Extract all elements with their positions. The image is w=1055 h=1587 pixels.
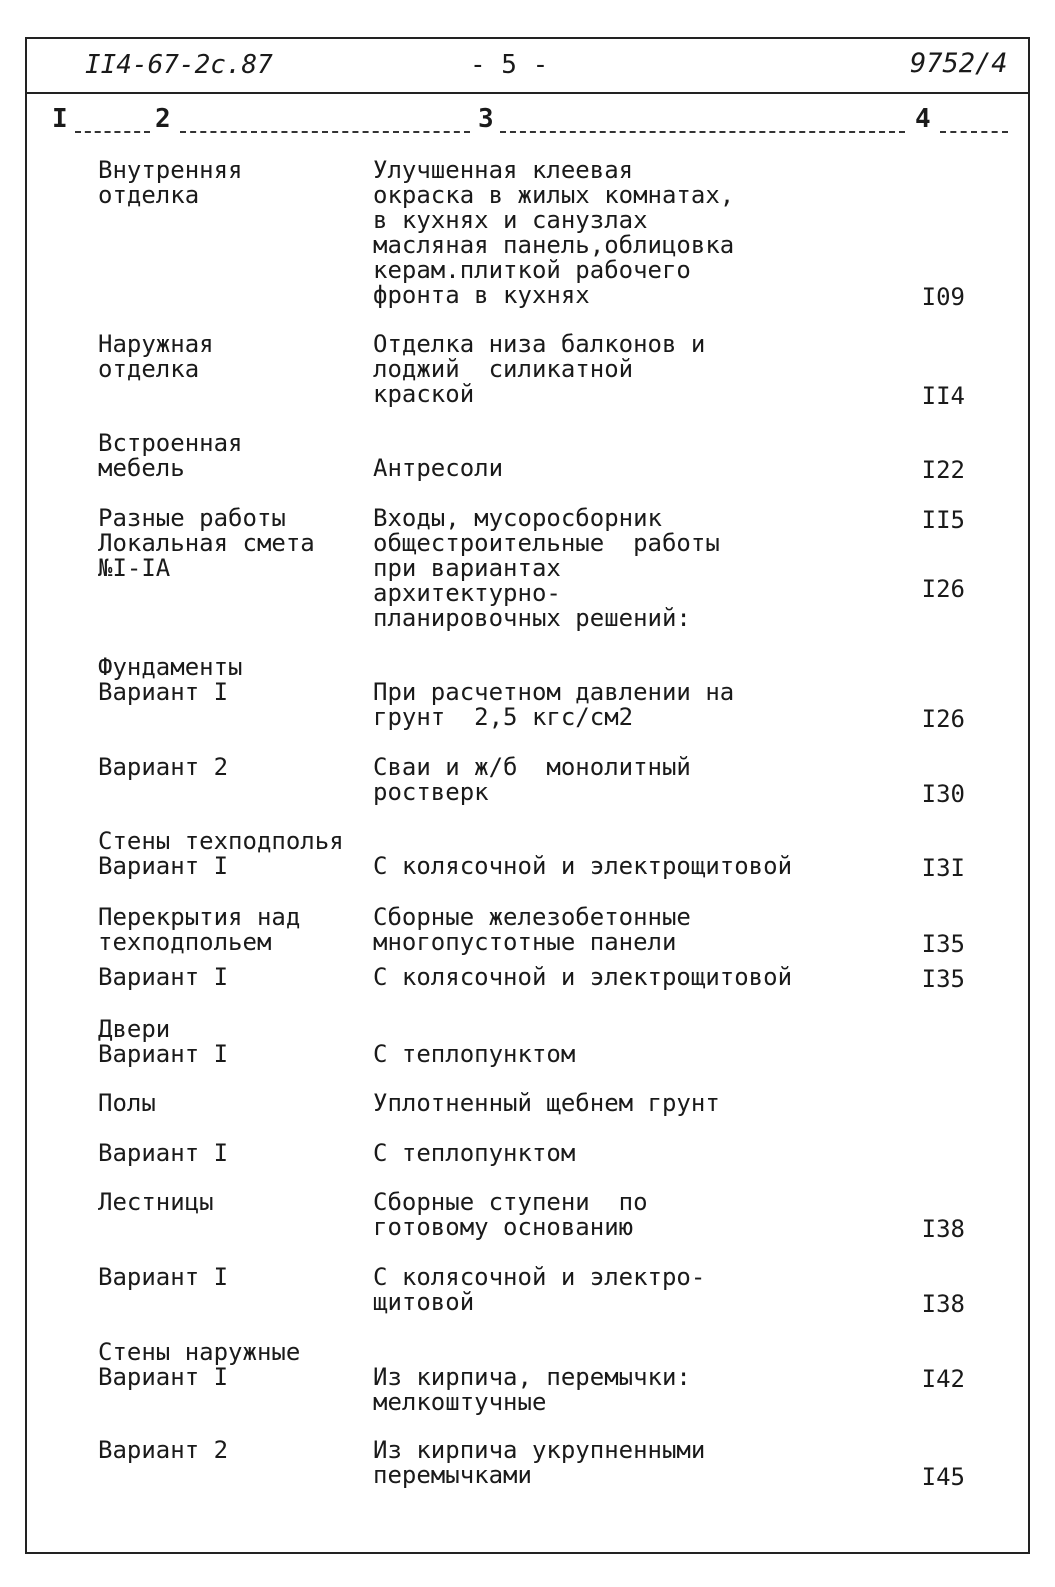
- document-code: II4-67-2c.87: [85, 50, 273, 80]
- row-page-ref: I22: [921, 456, 965, 484]
- row-description: С колясочной и электро- щитовой: [373, 1263, 706, 1316]
- row-description: Из кирпича укрупненными перемычками: [373, 1436, 706, 1489]
- row-description: С теплопунктом: [373, 1139, 576, 1167]
- row-page-ref: I26: [921, 575, 965, 603]
- row-page-ref: II4: [921, 382, 965, 410]
- row-description: С колясочной и электрощитовой: [373, 963, 793, 991]
- row-description: Улучшенная клеевая окраска в жилых комнатах, в кухнях и санузлах масляная панель,облицовка керам.плиткой рабочего фронта в кухнях: [373, 156, 735, 309]
- row-section-label: Встроенная мебель: [98, 429, 243, 482]
- row-section-label: Стены наружные Вариант I: [98, 1338, 301, 1391]
- row-section-label: Полы: [98, 1089, 156, 1117]
- row-section-label: Фундаменты Вариант I: [98, 653, 243, 706]
- column-header-3: 3: [478, 104, 494, 134]
- row-section-label: Вариант I: [98, 1263, 229, 1291]
- row-section-label: Вариант 2: [98, 753, 229, 781]
- row-section-label: Двери Вариант I: [98, 1015, 229, 1068]
- row-page-ref: I35: [921, 965, 965, 993]
- row-description: Сборные железобетонные многопустотные панели: [373, 903, 691, 956]
- row-description: Уплотненный щебнем грунт: [373, 1089, 720, 1117]
- header-dashes: [500, 131, 905, 133]
- row-description: При расчетном давлении на грунт 2,5 кгс/см2: [373, 678, 735, 731]
- row-page-ref: I38: [921, 1290, 965, 1318]
- row-description: Из кирпича, перемычки: мелкоштучные: [373, 1363, 691, 1416]
- row-page-ref: II5: [921, 506, 965, 534]
- header-divider: [25, 92, 1030, 94]
- header-dashes: [940, 131, 1008, 133]
- row-section-label: Вариант I: [98, 963, 229, 991]
- row-page-ref: I3I: [921, 854, 965, 882]
- row-description: Отделка низа балконов и лоджий силикатной краской: [373, 330, 706, 408]
- row-description: Входы, мусоросборник общестроительные работы при вариантах архитектурно- планировочных решений:: [373, 504, 720, 632]
- row-section-label: Внутренняя отделка: [98, 156, 243, 209]
- row-page-ref: I38: [921, 1215, 965, 1243]
- row-section-label: Стены техподполья Вариант I: [98, 827, 344, 880]
- row-description: Антресоли: [373, 454, 504, 482]
- row-section-label: Вариант 2: [98, 1436, 229, 1464]
- header-dashes: [75, 131, 150, 133]
- row-page-ref: I45: [921, 1463, 965, 1491]
- page-number: - 5 -: [470, 50, 549, 80]
- row-section-label: Перекрытия над техподпольем: [98, 903, 301, 956]
- column-header-2: 2: [155, 104, 171, 134]
- row-description: Сборные ступени по готовому основанию: [373, 1188, 648, 1241]
- row-section-label: Наружная отделка: [98, 330, 214, 383]
- row-section-label: Лестницы: [98, 1188, 214, 1216]
- column-header-4: 4: [915, 104, 931, 134]
- row-description: Сваи и ж/б монолитный ростверк: [373, 753, 691, 806]
- sheet-number: 9752/4: [910, 48, 1008, 79]
- row-page-ref: I42: [921, 1365, 965, 1393]
- row-page-ref: I09: [921, 283, 965, 311]
- row-page-ref: I26: [921, 705, 965, 733]
- row-section-label: Разные работы Локальная смета №I-IA: [98, 504, 315, 582]
- row-section-label: Вариант I: [98, 1139, 229, 1167]
- row-description: С колясочной и электрощитовой: [373, 852, 793, 880]
- row-page-ref: I30: [921, 780, 965, 808]
- row-page-ref: I35: [921, 930, 965, 958]
- column-header-1: I: [52, 104, 68, 134]
- row-description: С теплопунктом: [373, 1040, 576, 1068]
- header-dashes: [180, 131, 470, 133]
